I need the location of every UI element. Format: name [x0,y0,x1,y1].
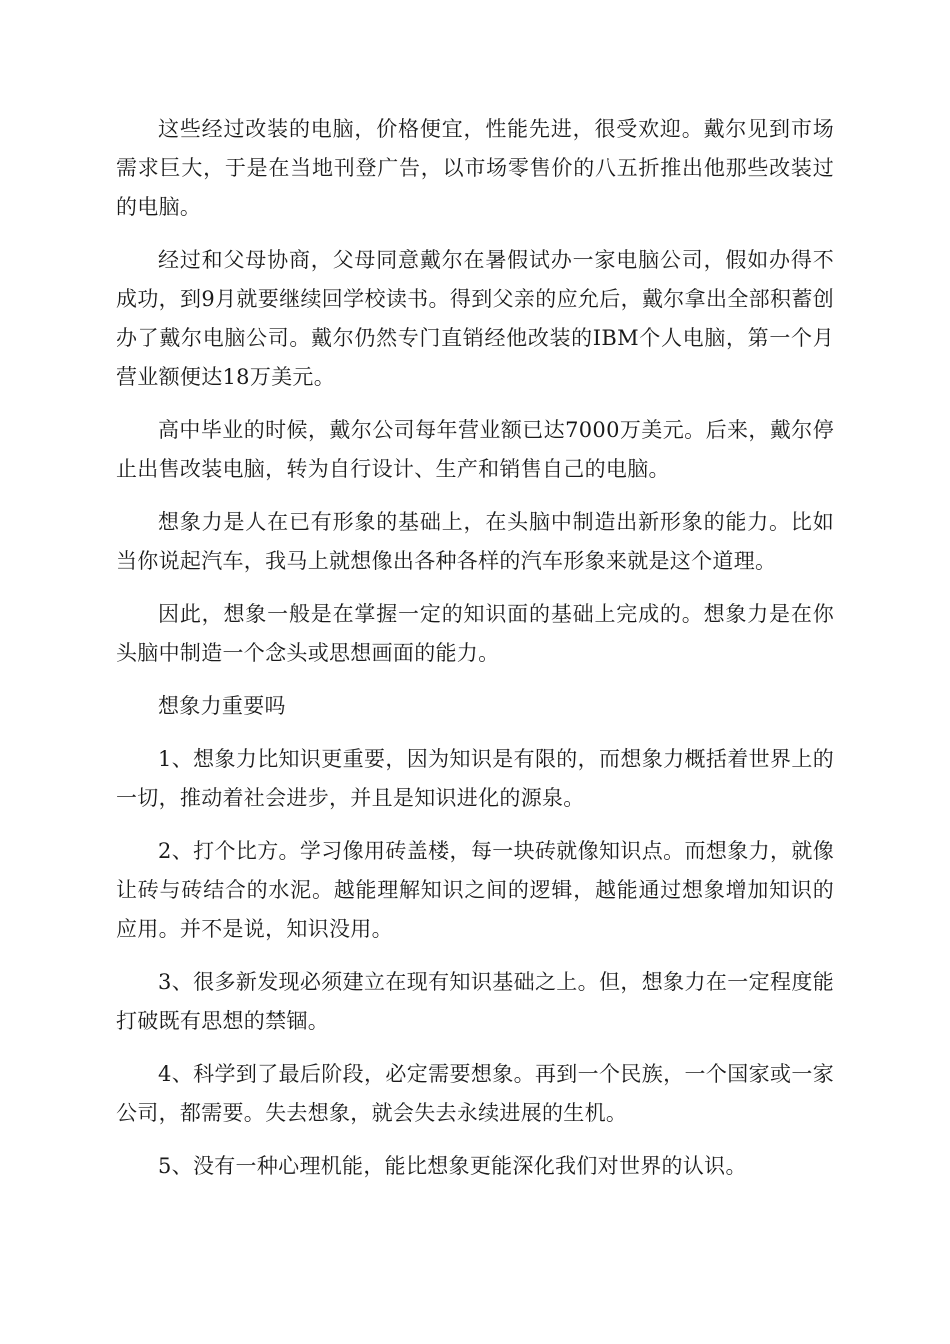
list-item-5: 5、没有一种心理机能，能比想象更能深化我们对世界的认识。 [158,1154,747,1178]
list-item-2: 2、打个比方。学习像用砖盖楼，每一块砖就像知识点。而想象力，就像让砖与砖结合的水泥。越能理解知识之间的逻辑，越能通过想象增加知识的应用。并不是说，知识没用。 [116,839,834,941]
paragraph-1: 这些经过改装的电脑，价格便宜，性能先进，很受欢迎。戴尔见到市场需求巨大，于是在当地刊登广告，以市场零售价的八五折推出他那些改装过的电脑。 [116,117,834,219]
paragraph-2: 经过和父母协商，父母同意戴尔在暑假试办一家电脑公司，假如办得不成功，到9月就要继续回学校读书。得到父亲的应允后，戴尔拿出全部积蓄创办了戴尔电脑公司。戴尔仍然专门直销经他改装的IBM个人电脑，第一个月营业额便达18万美元。 [116,248,834,389]
paragraph-3: 高中毕业的时候，戴尔公司每年营业额已达7000万美元。后来，戴尔停止出售改装电脑，转为自行设计、生产和销售自己的电脑。 [116,418,834,481]
list-item-4: 4、科学到了最后阶段，必定需要想象。再到一个民族，一个国家或一家公司，都需要。失去想象，就会失去永续进展的生机。 [116,1062,834,1125]
list-item-1: 1、想象力比知识更重要，因为知识是有限的，而想象力概括着世界上的一切，推动着社会进步，并且是知识进化的源泉。 [116,747,834,810]
paragraph-5: 因此，想象一般是在掌握一定的知识面的基础上完成的。想象力是在你头脑中制造一个念头或思想画面的能力。 [116,602,834,665]
document-body [116,110,834,1200]
list-item-3: 3、很多新发现必须建立在现有知识基础之上。但，想象力在一定程度能打破既有思想的禁锢。 [116,970,834,1033]
paragraph-4: 想象力是人在已有形象的基础上，在头脑中制造出新形象的能力。比如当你说起汽车，我马上就想像出各种各样的汽车形象来就是这个道理。 [116,510,834,573]
section-heading: 想象力重要吗 [158,694,286,718]
